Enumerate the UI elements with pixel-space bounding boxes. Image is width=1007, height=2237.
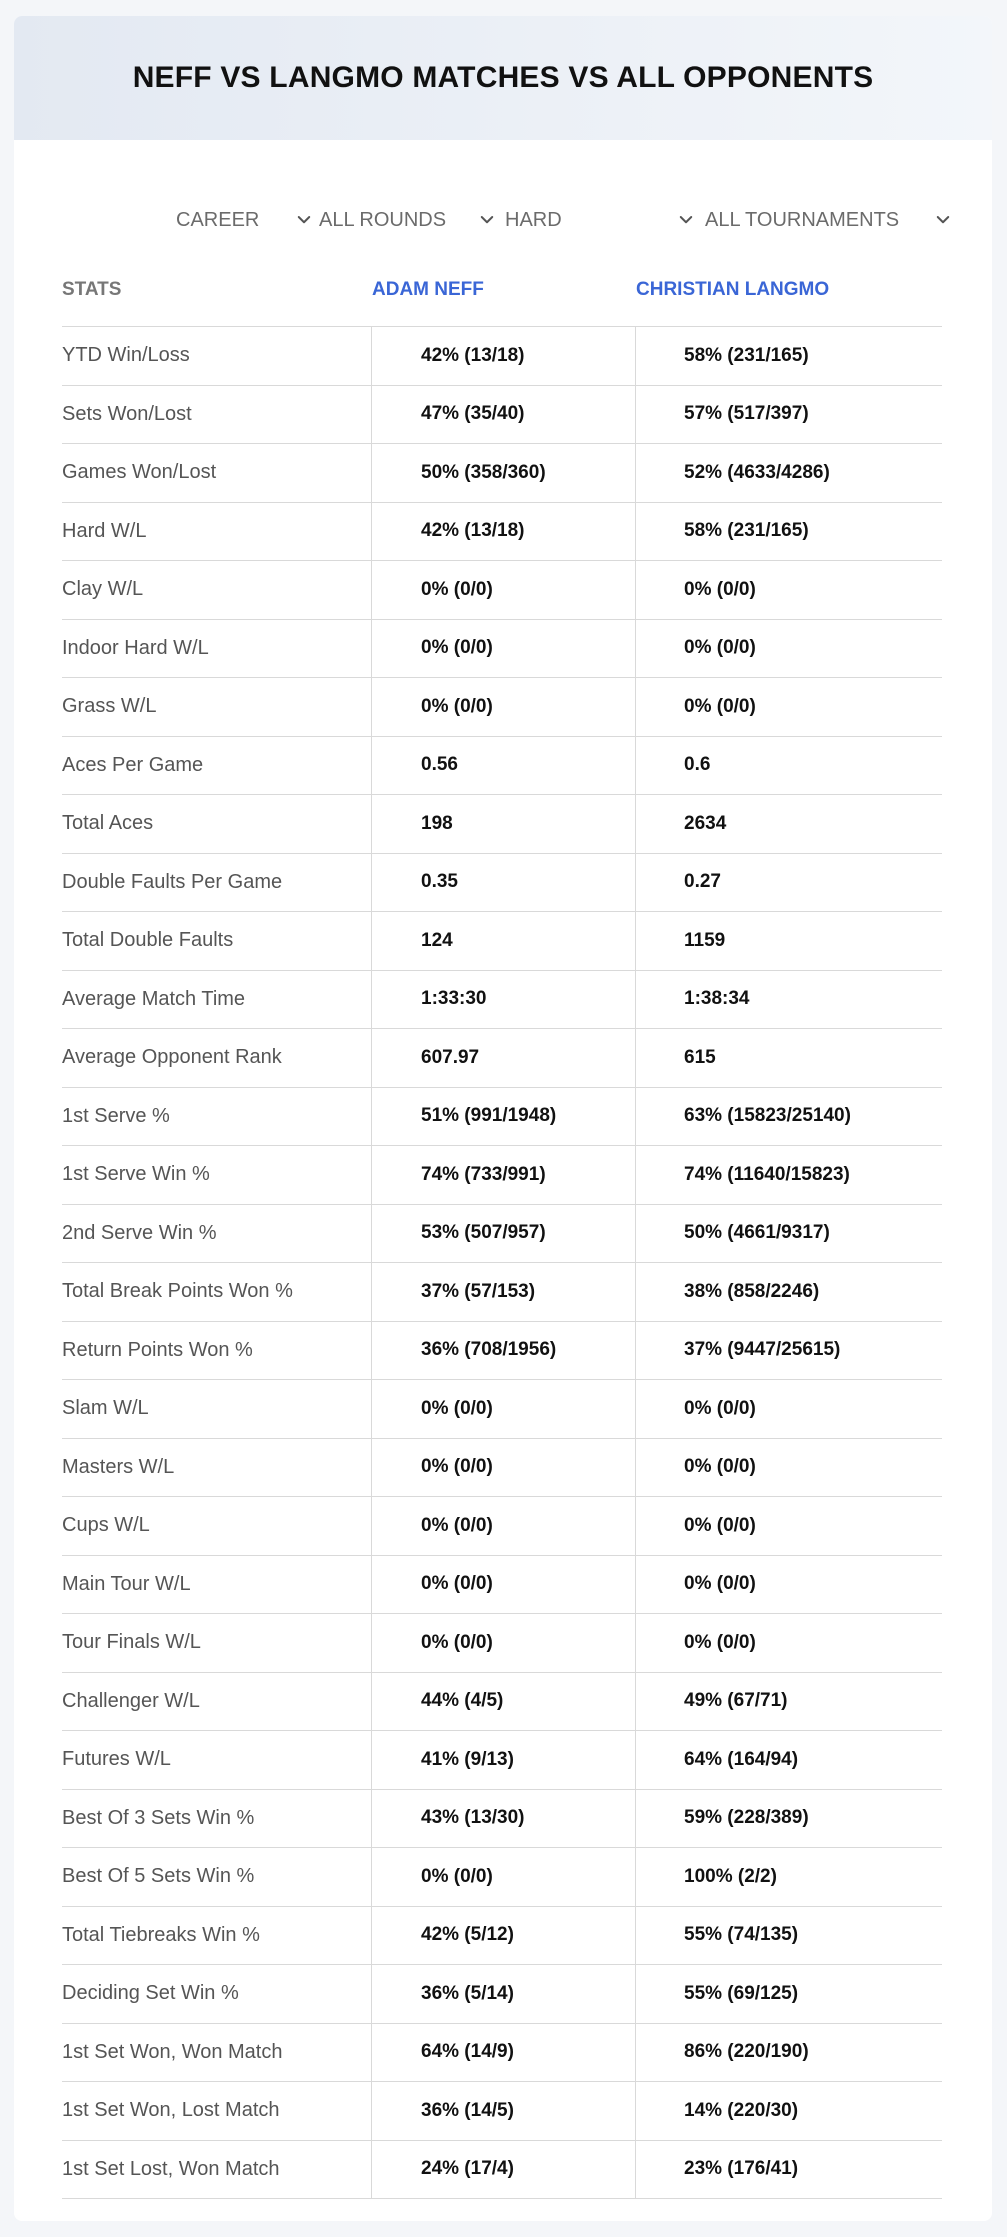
stat-label: Cups W/L [62,1497,372,1555]
chevron-down-icon [931,208,955,232]
table-row [62,737,942,796]
player1-value: 0% (0/0) [372,1497,636,1555]
player1-value: 64% (14/9) [372,2024,636,2082]
stats-column-header: STATS [62,279,122,300]
player1-column-header[interactable]: ADAM NEFF [372,279,484,300]
player2-value: 0.6 [684,754,711,776]
stat-label: Average Match Time [62,971,372,1029]
player1-value: 47% (35/40) [372,386,636,444]
period-select[interactable] [176,200,316,240]
table-row [62,620,942,679]
player2-value: 38% (858/2246) [684,1280,820,1302]
stat-label: Total Break Points Won % [62,1263,372,1321]
table-row [62,386,942,445]
filter-bar [14,190,992,250]
player2-value: 0% (0/0) [684,1397,756,1419]
table-row [62,912,942,971]
player2-value: 49% (67/71) [684,1690,788,1712]
player1-value: 37% (57/153) [372,1263,636,1321]
player2-value: 59% (228/389) [684,1807,809,1829]
player2-value: 50% (4661/9317) [684,1222,830,1244]
player2-value: 58% (231/165) [684,344,809,366]
player1-value: 0.35 [372,854,636,912]
player2-value: 58% (231/165) [684,520,809,542]
table-row [62,2082,942,2141]
rounds-select[interactable] [319,200,499,240]
player2-value: 14% (220/30) [684,2099,799,2121]
period-select-value: CAREER [176,208,260,231]
player2-value: 86% (220/190) [684,2041,809,2063]
table-row [62,1907,942,1966]
player2-value: 74% (11640/15823) [684,1163,850,1185]
stat-label: 1st Set Lost, Won Match [62,2141,372,2199]
player2-value: 52% (4633/4286) [684,461,830,483]
chevron-down-icon [674,208,698,232]
stat-label: Grass W/L [62,678,372,736]
player1-value: 1:33:30 [372,971,636,1029]
stat-label: Challenger W/L [62,1673,372,1731]
player2-value: 0% (0/0) [684,1631,756,1653]
player1-value: 42% (5/12) [372,1907,636,1965]
stats-card [14,16,992,2221]
stat-label: Masters W/L [62,1439,372,1497]
player2-value: 0.27 [684,871,721,893]
player1-value: 0% (0/0) [372,1848,636,1906]
stat-label: Return Points Won % [62,1322,372,1380]
stat-label: Deciding Set Win % [62,1965,372,2023]
stat-label: Slam W/L [62,1380,372,1438]
stat-label: Total Aces [62,795,372,853]
player1-value: 0% (0/0) [372,1439,636,1497]
stat-label: Sets Won/Lost [62,386,372,444]
player1-value: 43% (13/30) [372,1790,636,1848]
stat-label: Aces Per Game [62,737,372,795]
table-row [62,561,942,620]
stat-label: Hard W/L [62,503,372,561]
player2-value: 0% (0/0) [684,695,756,717]
player2-value: 23% (176/41) [684,2158,799,2180]
player2-value: 64% (164/94) [684,1748,799,1770]
table-row [62,444,942,503]
stat-label: 1st Set Won, Lost Match [62,2082,372,2140]
table-row [62,1556,942,1615]
page-title: NEFF VS LANGMO MATCHES VS ALL OPPONENTS [132,61,874,94]
tournaments-select[interactable] [705,200,955,240]
stat-label: 1st Serve % [62,1088,372,1146]
stat-label: Double Faults Per Game [62,854,372,912]
player1-value: 0% (0/0) [372,678,636,736]
table-row [62,678,942,737]
stat-label: Total Double Faults [62,912,372,970]
player1-value: 36% (708/1956) [372,1322,636,1380]
table-row [62,1263,942,1322]
table-row [62,1205,942,1264]
table-row [62,1380,942,1439]
player2-column-header[interactable]: CHRISTIAN LANGMO [636,279,830,300]
table-row [62,971,942,1030]
stat-label: Main Tour W/L [62,1556,372,1614]
player1-value: 0% (0/0) [372,1556,636,1614]
stat-label: 1st Serve Win % [62,1146,372,1204]
player1-value: 41% (9/13) [372,1731,636,1789]
player2-value: 0% (0/0) [684,578,756,600]
table-row [62,1088,942,1147]
player1-value: 24% (17/4) [372,2141,636,2199]
table-row [62,1322,942,1381]
stat-label: Futures W/L [62,1731,372,1789]
player1-value: 0.56 [372,737,636,795]
player1-value: 42% (13/18) [372,327,636,385]
table-row [62,503,942,562]
rounds-select-value: ALL ROUNDS [319,208,447,231]
player2-value: 615 [684,1046,716,1068]
player2-value: 1159 [684,929,726,951]
table-body [62,327,942,2199]
table-row [62,1673,942,1732]
player1-value: 50% (358/360) [372,444,636,502]
player2-value: 0% (0/0) [684,637,756,659]
table-row [62,1731,942,1790]
table-row [62,795,942,854]
stats-table [62,254,942,2199]
table-row [62,2141,942,2200]
surface-select-value: HARD [505,208,562,231]
table-row [62,1029,942,1088]
player2-value: 0% (0/0) [684,1514,756,1536]
player2-value: 55% (74/135) [684,1924,799,1946]
stat-label: Games Won/Lost [62,444,372,502]
stat-label: Total Tiebreaks Win % [62,1907,372,1965]
player1-value: 124 [372,912,636,970]
stat-label: 2nd Serve Win % [62,1205,372,1263]
stat-label: Average Opponent Rank [62,1029,372,1087]
tournaments-select-value: ALL TOURNAMENTS [705,208,900,231]
table-row [62,2024,942,2083]
player1-value: 0% (0/0) [372,561,636,619]
chevron-down-icon [292,208,316,232]
stat-label: Tour Finals W/L [62,1614,372,1672]
player1-value: 42% (13/18) [372,503,636,561]
player1-value: 0% (0/0) [372,620,636,678]
player2-value: 57% (517/397) [684,403,809,425]
stat-label: Best Of 5 Sets Win % [62,1848,372,1906]
player2-value: 63% (15823/25140) [684,1105,851,1127]
player1-value: 607.97 [372,1029,636,1087]
player1-value: 51% (991/1948) [372,1088,636,1146]
stat-label: YTD Win/Loss [62,327,372,385]
table-row [62,854,942,913]
player1-value: 36% (14/5) [372,2082,636,2140]
stat-label: Best Of 3 Sets Win % [62,1790,372,1848]
table-row [62,1439,942,1498]
stat-label: Indoor Hard W/L [62,620,372,678]
player1-value: 53% (507/957) [372,1205,636,1263]
player2-value: 0% (0/0) [684,1573,756,1595]
table-row [62,1848,942,1907]
player1-value: 74% (733/991) [372,1146,636,1204]
player2-value: 1:38:34 [684,988,750,1010]
player1-value: 36% (5/14) [372,1965,636,2023]
table-row [62,1965,942,2024]
player2-value: 37% (9447/25615) [684,1339,841,1361]
player1-value: 0% (0/0) [372,1380,636,1438]
table-row [62,1497,942,1556]
chevron-down-icon [475,208,499,232]
player2-value: 55% (69/125) [684,1982,799,2004]
player1-value: 0% (0/0) [372,1614,636,1672]
stat-label: 1st Set Won, Won Match [62,2024,372,2082]
player2-value: 2634 [684,812,727,834]
table-row [62,327,942,386]
surface-select[interactable] [505,200,698,240]
player1-value: 44% (4/5) [372,1673,636,1731]
player1-value: 198 [372,795,636,853]
player2-value: 0% (0/0) [684,1456,756,1478]
stat-label: Clay W/L [62,561,372,619]
table-row [62,1614,942,1673]
player2-value: 100% (2/2) [684,1865,777,1887]
table-header-row [62,254,942,327]
table-row [62,1146,942,1205]
table-row [62,1790,942,1849]
card-header [14,16,992,140]
